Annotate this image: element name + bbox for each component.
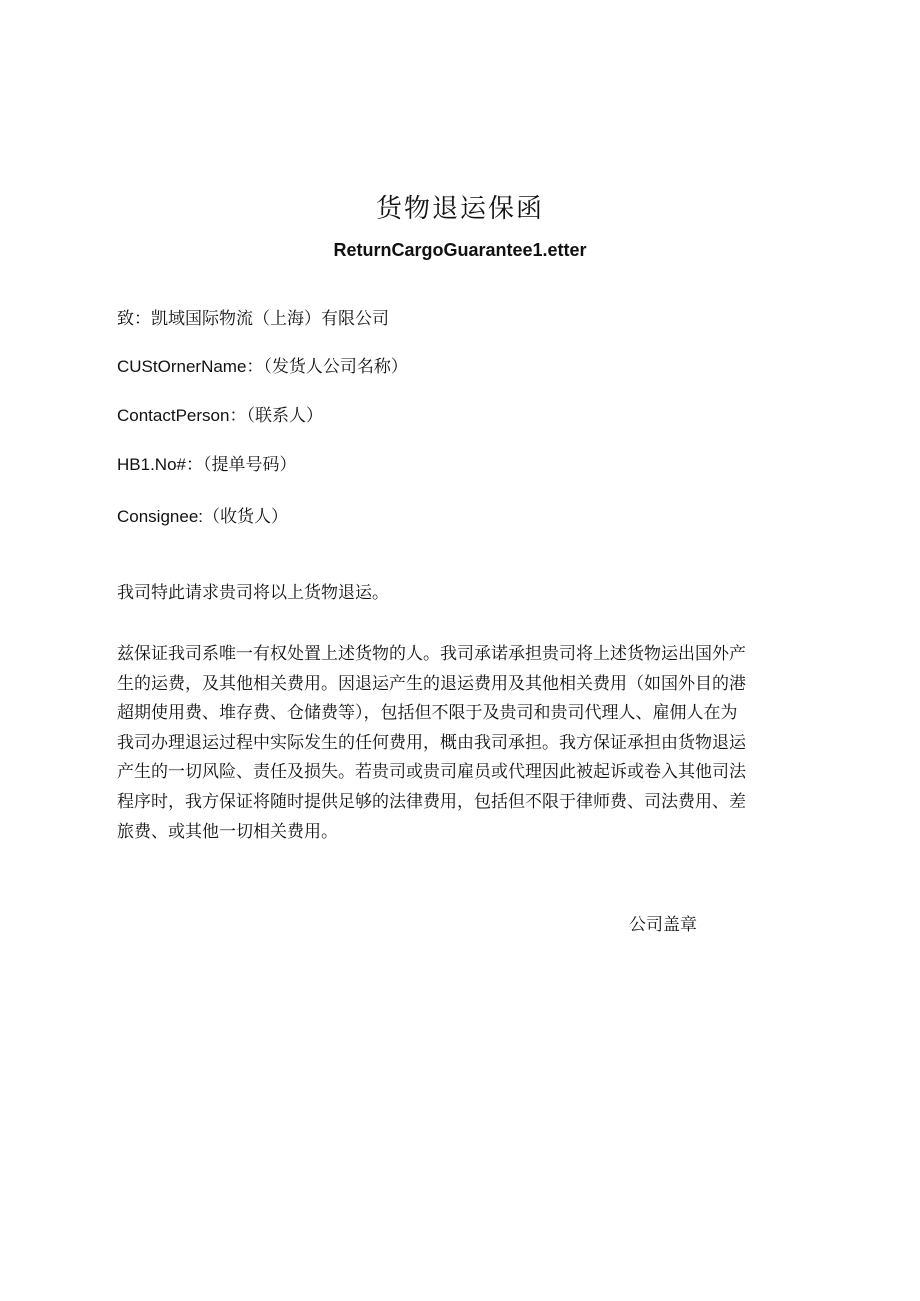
company-seal-label: 公司盖章 [629,915,697,935]
hbl-number-value: （提单号码） [202,455,297,475]
customer-name-label: CUStOrnerName： [117,357,264,376]
guarantee-line: 生的运费，及其他相关费用。因退运产生的退运费用及其他相关费用（如国外目的港 [117,673,746,694]
guarantee-paragraph [117,640,807,847]
customer-name-value: （发货人公司名称） [263,357,408,377]
recipient-line: 致：凯域国际物流（上海）有限公司 [117,309,389,329]
return-request-text: 我司特此请求贵司将以上货物退运。 [117,583,389,603]
contact-person-label: ContactPerson： [117,406,247,425]
guarantee-line: 产生的一切风险、责任及损失。若贵司或贵司雇员或代理因此被起诉或卷入其他司法 [117,762,746,783]
hbl-number-field [117,453,296,477]
customer-name-field [117,355,408,379]
guarantee-line: 程序时，我方保证将随时提供足够的法律费用，包括但不限于律师费、司法费用、差 [117,791,746,812]
consignee-field [117,505,288,529]
contact-person-field [117,404,323,428]
document-title-cn: 货物退运保函 [375,194,544,224]
document-title-en: ReturnCargoGuarantee1.etter [333,240,587,260]
contact-person-value: （联系人） [246,406,323,426]
guarantee-line: 我司办理退运过程中实际发生的任何费用，概由我司承担。我方保证承担由货物退运 [117,732,746,753]
hbl-number-label: HB1.No#： [117,455,203,474]
consignee-value: （收货人） [203,507,289,527]
guarantee-line: 兹保证我司系唯一有权处置上述货物的人。我司承诺承担贵司将上述货物运出国外产 [117,644,746,664]
consignee-label: Consignee: [117,507,204,526]
guarantee-line: 超期使用费、堆存费、仓储费等），包括但不限于及贵司和贵司代理人、雇佣人在为 [117,703,738,724]
guarantee-line: 旅费、或其他一切相关费用。 [117,821,338,842]
